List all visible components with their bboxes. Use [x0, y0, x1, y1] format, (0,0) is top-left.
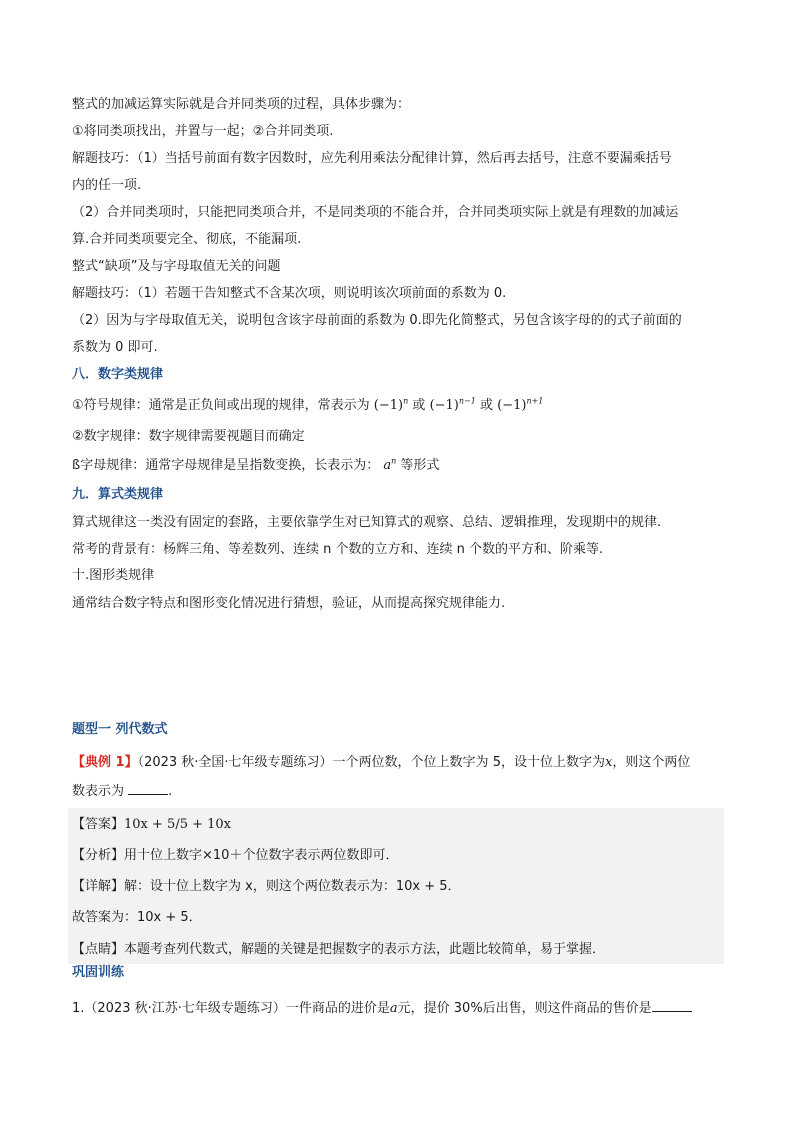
comment-text: 本题考查列代数式，解题的关键是把握数字的表示方法，此题比较简单，易于掌握． — [124, 942, 606, 957]
text-line: （2）因为与字母取值无关，说明包含该字母前面的系数为 0.即先化简整式，另包含该字母的的式子前面的 — [72, 313, 682, 328]
text-fragment: ß字母规律：通常字母规律是呈指数变换，长表示为： — [72, 458, 380, 473]
question-1 — [72, 1000, 692, 1018]
text-fragment: 或 — [479, 398, 493, 413]
example-text: . — [168, 784, 173, 799]
comment-line — [72, 941, 605, 959]
detail-line — [72, 878, 461, 896]
math-expression: $(-1)^{n+1}$ — [497, 396, 544, 413]
text-line: 解题技巧：（1）当括号前面有数字因数时，应先利用乘法分配律计算，然后再去括号，注意不要漏乘括号 — [72, 151, 672, 166]
text-line: 整式的加减运算实际就是合并同类项的过程，具体步骤为： — [72, 97, 411, 112]
section-heading-9: 九．算式类规律 — [72, 487, 164, 502]
answer-value: 10x + 5/5 + 10x — [124, 817, 231, 832]
answer-line — [72, 816, 231, 834]
question-text: 1.（2023 秋·江苏·七年级专题练习）一件商品的进价是 — [72, 1001, 390, 1016]
text-line: （2）合并同类项时，只能把同类项合并，不是同类项的不能合并，合并同类项实际上就是有理数的加减运 — [72, 205, 679, 220]
question-text: 元，提价 30%后出售，则这件商品的售价是 — [397, 1001, 652, 1016]
math-expression: $a^n$ — [383, 456, 397, 473]
text-line: 解题技巧：（1）若题干告知整式不含某次项，则说明该次项前面的系数为 0. — [72, 286, 507, 301]
text-line: 算.合并同类项要完全、彻底，不能漏项. — [72, 232, 302, 247]
detail-tag: 【详解】 — [72, 879, 125, 894]
text-line: 通常结合数字特点和图形变化情况进行猜想，验证，从而提高探究规律能力. — [72, 596, 506, 611]
text-line: ②数字规律：数字规律需要视题目而确定 — [72, 429, 305, 444]
math-variable: a — [389, 1001, 398, 1016]
section-heading-8: 八．数字类规律 — [72, 367, 164, 382]
conclusion-line: 故答案为：10x + 5． — [72, 910, 202, 925]
example-line-1 — [72, 754, 690, 772]
text-line: 十.图形类规律 — [72, 568, 155, 583]
text-line-sign-rule — [72, 397, 543, 415]
detail-text: 解：设十位上数字为 x，则这个两位数表示为：10x + 5． — [124, 879, 461, 894]
math-variable: x — [604, 755, 613, 770]
question-type-title: 题型一 列代数式 — [72, 722, 168, 737]
comment-tag: 【点睛】 — [72, 942, 125, 957]
math-expression: $(-1)^{n-1}$ — [429, 396, 476, 413]
example-text: （2023 秋·全国·七年级专题练习）一个两位数，个位上数字为 5，设十位上数字为 — [137, 755, 605, 770]
text-line: 算式规律这一类没有固定的套路，主要依靠学生对已知算式的观察、总结、逻辑推理，发现期中的规律. — [72, 515, 662, 530]
text-fragment: 等形式 — [400, 458, 440, 473]
text-line: 系数为 0 即可. — [72, 340, 158, 355]
answer-blank — [128, 794, 168, 795]
example-line-2 — [72, 783, 172, 801]
analysis-tag: 【分析】 — [72, 848, 125, 863]
text-line: 内的任一项. — [72, 178, 142, 193]
example-tag: 【典例 1】 — [72, 755, 138, 770]
text-line: ①将同类项找出，并置与一起；②合并同类项. — [72, 124, 334, 139]
answer-blank — [652, 1011, 692, 1012]
analysis-line — [72, 847, 398, 865]
practice-title: 巩固训练 — [72, 965, 125, 980]
text-fragment: 或 — [412, 398, 426, 413]
text-line-letter-rule — [72, 457, 439, 475]
example-text: ，则这个两位 — [612, 755, 691, 770]
analysis-text: 用十位上数字×10＋个位数字表示两位数即可． — [124, 848, 399, 863]
text-fragment: ①符号规律：通常是正负间或出现的规律，常表示为 — [72, 398, 370, 413]
answer-tag: 【答案】 — [72, 817, 125, 832]
text-line: 常考的背景有：杨辉三角、等差数列、连续 n 个数的立方和、连续 n 个数的平方和、阶乘等. — [72, 542, 604, 557]
text-line: 整式“缺项”及与字母取值无关的问题 — [72, 259, 281, 274]
math-expression: $(-1)^n$ — [373, 396, 409, 413]
example-text: 数表示为 — [72, 784, 125, 799]
